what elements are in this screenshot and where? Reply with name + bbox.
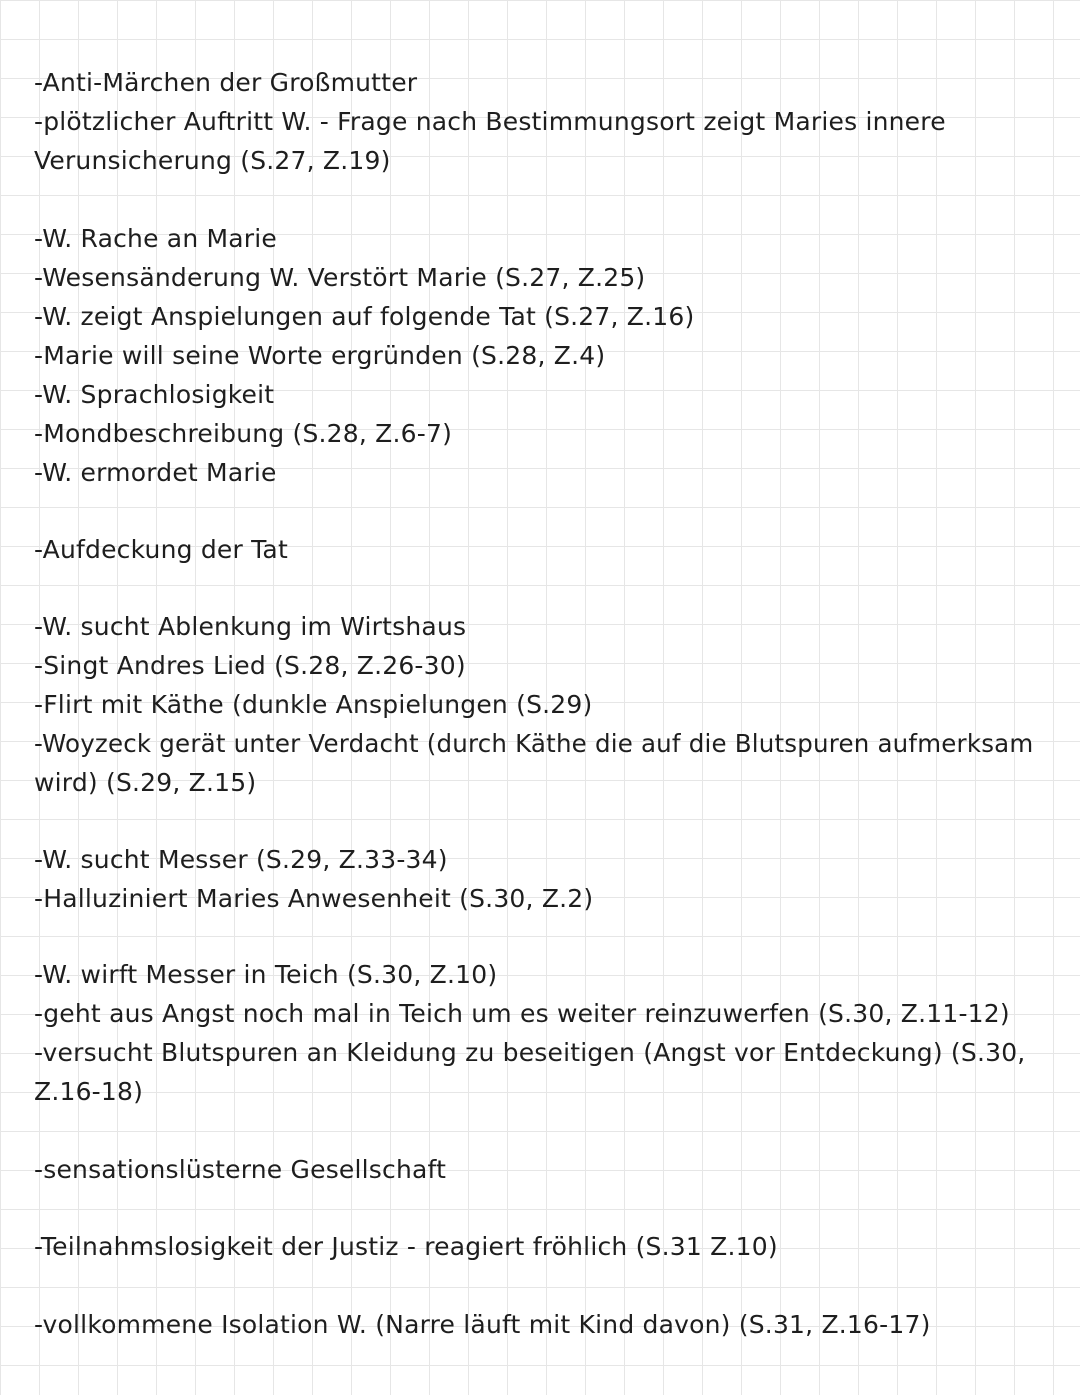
note-line: wird) (S.29, Z.15) [34, 768, 257, 797]
note-line: -W. sucht Ablenkung im Wirtshaus [34, 612, 467, 641]
note-line: -versucht Blutspuren an Kleidung zu beseitigen (Angst vor Entdeckung) (S.30, [34, 1038, 1026, 1067]
note-line: -Mondbeschreibung (S.28, Z.6-7) [34, 419, 453, 448]
note-line: -plötzlicher Auftritt W. - Frage nach Bestimmungsort zeigt Maries innere [34, 107, 946, 136]
note-line: -Marie will seine Worte ergründen (S.28, Z.4) [34, 341, 606, 370]
note-line: -W. wirft Messer in Teich (S.30, Z.10) [34, 960, 498, 989]
note-line: -Singt Andres Lied (S.28, Z.26-30) [34, 651, 466, 680]
note-line: -Anti-Märchen der Großmutter [34, 68, 418, 97]
note-line: -Woyzeck gerät unter Verdacht (durch Käthe die auf die Blutspuren aufmerksam [34, 729, 1034, 758]
note-line: -Halluziniert Maries Anwesenheit (S.30, Z.2) [34, 884, 594, 913]
note-line: -Flirt mit Käthe (dunkle Anspielungen (S.29) [34, 690, 593, 719]
note-line: -W. Rache an Marie [34, 224, 278, 253]
note-line: -W. Sprachlosigkeit [34, 380, 275, 409]
note-line: -Wesensänderung W. Verstört Marie (S.27, Z.25) [34, 263, 646, 292]
note-line: Z.16-18) [34, 1077, 144, 1106]
note-line: Verunsicherung (S.27, Z.19) [34, 146, 391, 175]
note-line: -geht aus Angst noch mal in Teich um es weiter reinzuwerfen (S.30, Z.11-12) [34, 999, 1010, 1028]
note-line: -Aufdeckung der Tat [34, 535, 288, 564]
note-line: -vollkommene Isolation W. (Narre läuft mit Kind davon) (S.31, Z.16-17) [34, 1310, 931, 1339]
note-line: -sensationslüsterne Gesellschaft [34, 1155, 447, 1184]
note-line: -Teilnahmslosigkeit der Justiz - reagiert fröhlich (S.31 Z.10) [34, 1232, 778, 1261]
note-line: -W. ermordet Marie [34, 458, 277, 487]
note-line: -W. sucht Messer (S.29, Z.33-34) [34, 845, 448, 874]
note-line: -W. zeigt Anspielungen auf folgende Tat (S.27, Z.16) [34, 302, 695, 331]
